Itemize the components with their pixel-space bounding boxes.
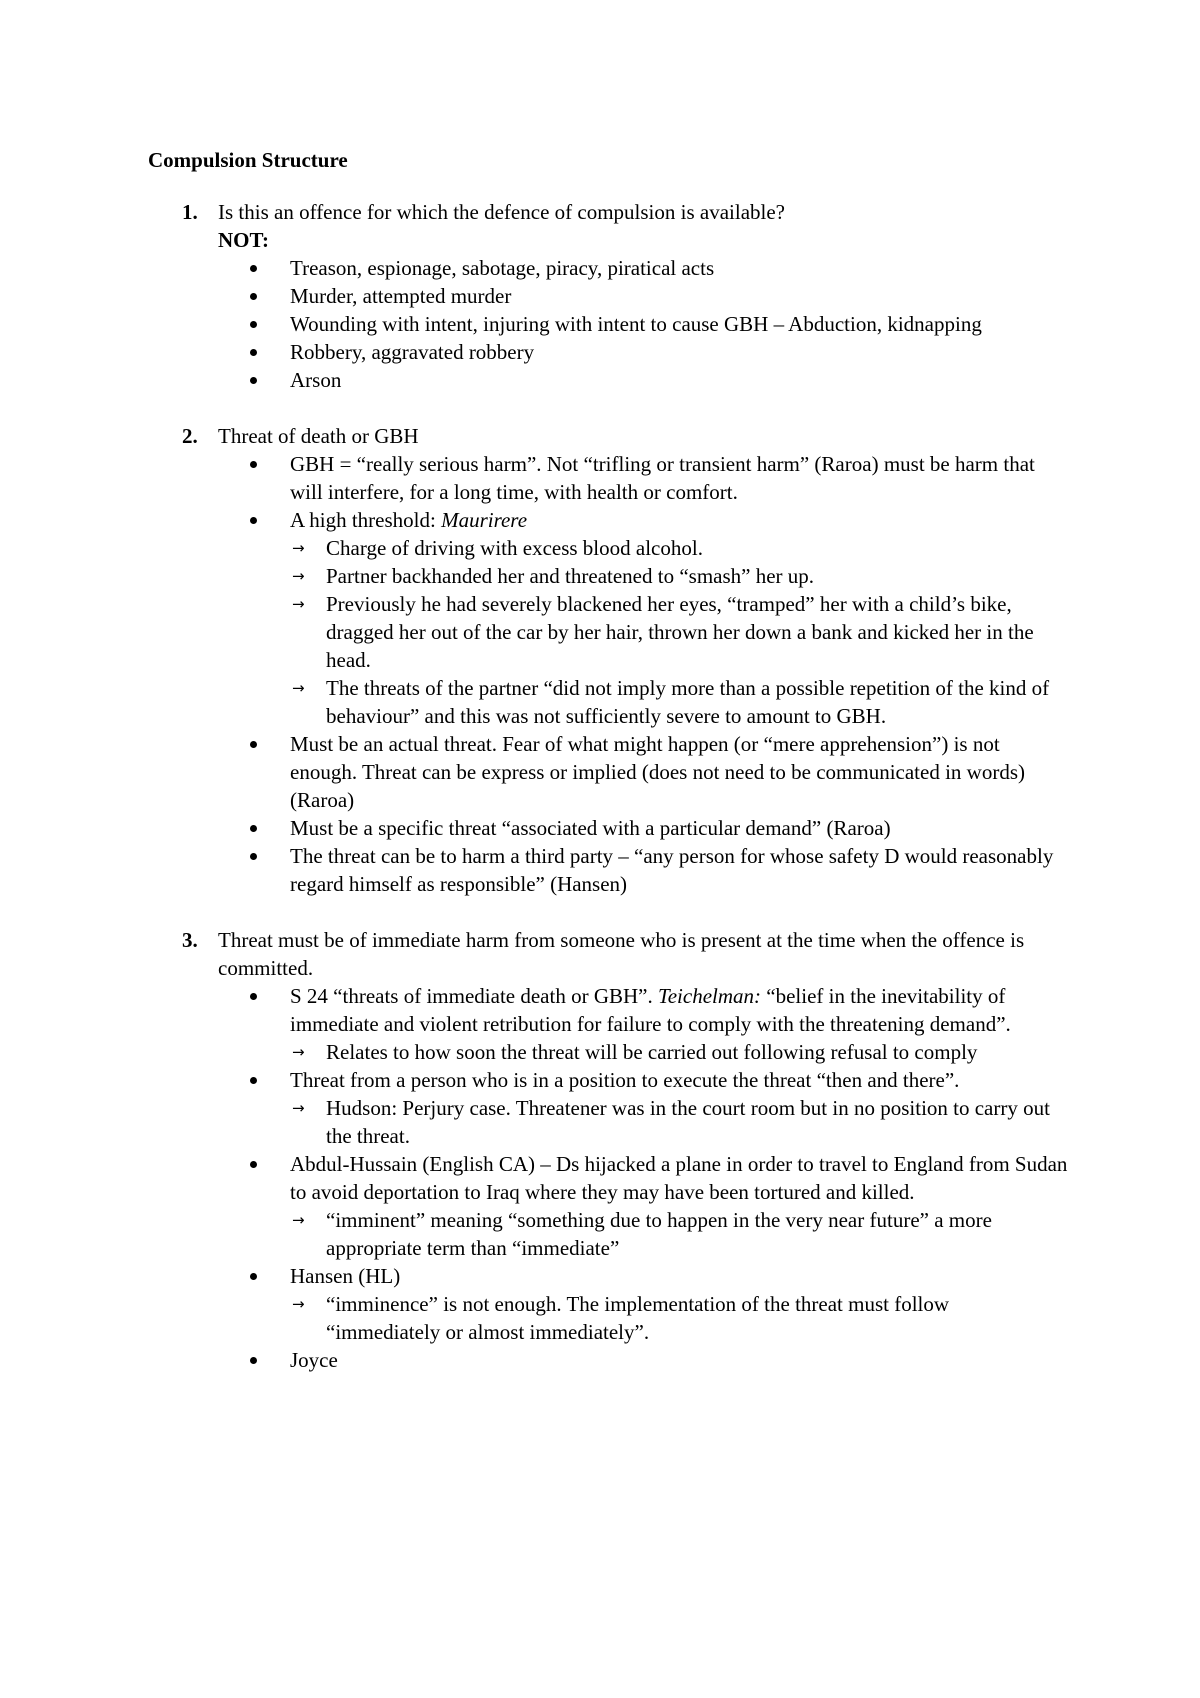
- bullet-item: [218, 1262, 1068, 1346]
- arrow-text: The threats of the partner “did not imply more than a possible repetition of the kind of behaviour” and this was not sufficiently severe to amount to GBH.: [326, 676, 1050, 728]
- bullet-item: [218, 814, 1068, 842]
- bullet-dot-icon: [250, 265, 257, 272]
- arrow-item: [290, 1290, 1068, 1346]
- bullet-item: [218, 730, 1068, 814]
- bullet-text: Wounding with intent, injuring with intent to cause GBH – Abduction, kidnapping: [290, 312, 982, 336]
- bullet-item: [218, 282, 1068, 310]
- section-heading: Threat must be of immediate harm from someone who is present at the time when the offence is committed.: [218, 928, 1025, 980]
- bullet-text: Murder, attempted murder: [290, 284, 512, 308]
- arrow-item: [290, 1038, 1068, 1066]
- bullet-item: [218, 842, 1068, 898]
- arrow-text: Relates to how soon the threat will be carried out following refusal to comply: [326, 1040, 978, 1064]
- bullet-item: [218, 450, 1068, 506]
- bullet-text: S 24 “threats of immediate death or GBH”. Teichelman: “belief in the inevitability of immediate and violent retribution for failure to comply with the threatening demand”.: [290, 984, 1011, 1036]
- bullet-dot-icon: [250, 293, 257, 300]
- bullet-dot-icon: [250, 1357, 257, 1364]
- bullet-dot-icon: [250, 461, 257, 468]
- section-heading: Is this an offence for which the defence of compulsion is available?: [218, 200, 785, 224]
- bullet-dot-icon: [250, 1077, 257, 1084]
- right-arrow-icon: →: [292, 567, 305, 585]
- bullet-item: [218, 1150, 1068, 1262]
- bullet-dot-icon: [250, 349, 257, 356]
- arrow-text: Previously he had severely blackened her eyes, “tramped” her with a child’s bike, dragged her out of the car by her hair, thrown her down a bank and kicked her in the head.: [326, 592, 1034, 672]
- arrow-text: Partner backhanded her and threatened to “smash” her up.: [326, 564, 815, 588]
- bullet-item: [218, 366, 1068, 394]
- bullet-dot-icon: [250, 993, 257, 1000]
- bullet-text: Hansen (HL): [290, 1264, 401, 1288]
- arrow-item: [290, 590, 1068, 674]
- section-heading: Threat of death or GBH: [218, 424, 419, 448]
- bullet-dot-icon: [250, 377, 257, 384]
- arrow-text: “imminent” meaning “something due to happen in the very near future” a more appropriate term than “immediate”: [326, 1208, 992, 1260]
- arrow-item: [290, 1206, 1068, 1262]
- case-name: Teichelman:: [657, 984, 762, 1008]
- bullet-item: [218, 254, 1068, 282]
- bullet-list: [218, 450, 1068, 898]
- arrow-text: Hudson: Perjury case. Threatener was in the court room but in no position to carry out the threat.: [326, 1096, 1050, 1148]
- document-title: Compulsion Structure: [148, 148, 348, 172]
- bullet-dot-icon: [250, 1273, 257, 1280]
- section-number: 1.: [182, 200, 198, 224]
- right-arrow-icon: →: [292, 1099, 305, 1117]
- bullet-item: [218, 1066, 1068, 1150]
- bullet-item: [218, 982, 1068, 1066]
- section-list: [148, 198, 1068, 1374]
- right-arrow-icon: →: [292, 1043, 305, 1061]
- bullet-dot-icon: [250, 853, 257, 860]
- arrow-list: [290, 1206, 1068, 1262]
- bullet-dot-icon: [250, 321, 257, 328]
- arrow-item: [290, 534, 1068, 562]
- section-number: 3.: [182, 928, 198, 952]
- arrow-item: [290, 1094, 1068, 1150]
- section-3: [148, 926, 1068, 1374]
- right-arrow-icon: →: [292, 1211, 305, 1229]
- not-label: NOT:: [218, 228, 269, 252]
- bullet-text: Must be a specific threat “associated with a particular demand” (Raroa): [290, 816, 891, 840]
- arrow-list: [290, 1290, 1068, 1346]
- arrow-list: [290, 1094, 1068, 1150]
- right-arrow-icon: →: [292, 595, 305, 613]
- bullet-dot-icon: [250, 1161, 257, 1168]
- bullet-text: Threat from a person who is in a position to execute the threat “then and there”.: [290, 1068, 960, 1092]
- bullet-text: Must be an actual threat. Fear of what might happen (or “mere apprehension”) is not enough. Threat can be express or implied (does not need to be communicated in words) (Raroa): [290, 732, 1025, 812]
- arrow-item: [290, 674, 1068, 730]
- section-1: [148, 198, 1068, 394]
- bullet-item: [218, 310, 1068, 338]
- bullet-text: GBH = “really serious harm”. Not “trifling or transient harm” (Raroa) must be harm that will interfere, for a long time, with health or comfort.: [290, 452, 1035, 504]
- bullet-text: Abdul-Hussain (English CA) – Ds hijacked a plane in order to travel to England from Sudan to avoid deportation to Iraq where they may have been tortured and killed.: [290, 1152, 1068, 1204]
- arrow-item: [290, 562, 1068, 590]
- arrow-list: [290, 1038, 1068, 1066]
- right-arrow-icon: →: [292, 539, 305, 557]
- bullet-list: [218, 254, 1068, 394]
- bullet-item: [218, 506, 1068, 730]
- bullet-dot-icon: [250, 825, 257, 832]
- bullet-text: The threat can be to harm a third party – “any person for whose safety D would reasonably regard himself as responsible” (Hansen): [290, 844, 1054, 896]
- right-arrow-icon: →: [292, 1295, 305, 1313]
- right-arrow-icon: →: [292, 679, 305, 697]
- bullet-text: A high threshold: Maurirere: [290, 508, 528, 532]
- bullet-dot-icon: [250, 517, 257, 524]
- arrow-text: “imminence” is not enough. The implementation of the threat must follow “immediately or almost immediately”.: [326, 1292, 950, 1344]
- arrow-text: Charge of driving with excess blood alcohol.: [326, 536, 703, 560]
- section-2: [148, 422, 1068, 898]
- case-name: Maurirere: [441, 508, 528, 532]
- bullet-dot-icon: [250, 741, 257, 748]
- section-number: 2.: [182, 424, 198, 448]
- arrow-list: [290, 534, 1068, 730]
- bullet-text: Arson: [290, 368, 342, 392]
- bullet-text: Treason, espionage, sabotage, piracy, piratical acts: [290, 256, 715, 280]
- bullet-text: Robbery, aggravated robbery: [290, 340, 535, 364]
- bullet-text: Joyce: [290, 1348, 338, 1372]
- document-body: [148, 146, 1068, 1402]
- bullet-item: [218, 1346, 1068, 1374]
- bullet-list: [218, 982, 1068, 1374]
- bullet-item: [218, 338, 1068, 366]
